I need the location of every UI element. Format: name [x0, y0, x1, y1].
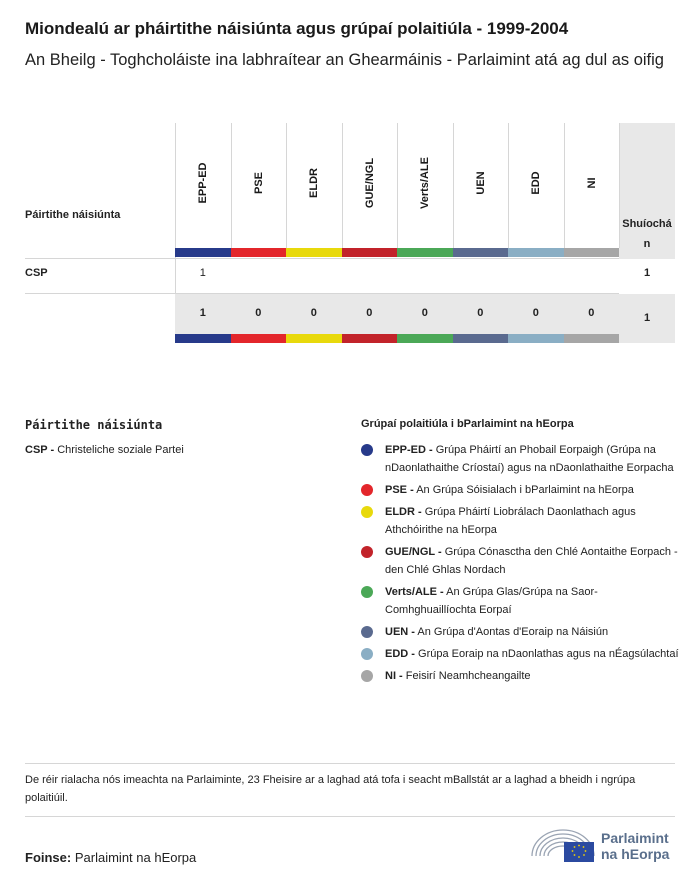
group-code-label: UEN	[474, 171, 487, 195]
group-color-bar	[397, 248, 453, 257]
color-dot-icon	[361, 626, 373, 638]
group-legend-name: Grúpa Cónasctha den Chlé Aontaithe Eorpach - den Chlé Ghlas Nordach	[385, 546, 678, 576]
european-parliament-logo	[530, 826, 680, 866]
row-party-label: CSP	[25, 267, 48, 279]
national-legend-title: Páirtithe náisiúnta	[25, 418, 163, 432]
group-color-bar	[342, 248, 398, 257]
group-legend-item	[361, 623, 681, 641]
group-color-bar	[286, 248, 342, 257]
group-color-bar	[175, 334, 231, 343]
grand-total-cell: 1	[619, 294, 675, 343]
color-dot-icon	[361, 670, 373, 682]
group-legend-item	[361, 667, 681, 685]
color-dot-icon	[361, 546, 373, 558]
group-color-bar	[453, 334, 509, 343]
group-code-label: EPP-ED	[197, 162, 210, 204]
group-legend-name: Grúpa Pháirtí an Phobail Eorpaigh (Grúpa na nDaonlathaithe Críostaí) agus na nDaonlathaithe Eorpacha	[385, 444, 674, 474]
group-legend-item	[361, 481, 681, 499]
source-label: Foinse:	[25, 850, 72, 865]
group-legend-name: Grúpa Eoraip na nDaonlathas agus na nÉagsúlachtaí	[418, 648, 679, 660]
note-divider-top	[25, 763, 675, 764]
group-legend-code: PSE -	[385, 484, 414, 496]
group-color-bar	[453, 248, 509, 257]
seat-table	[25, 123, 675, 345]
sum-cell: 1	[199, 307, 206, 319]
seat-cell: 1	[199, 267, 206, 279]
group-color-bar	[342, 334, 398, 343]
group-color-bar	[564, 334, 620, 343]
color-dot-icon	[361, 506, 373, 518]
group-legend-item	[361, 543, 681, 579]
group-color-bar	[564, 248, 620, 257]
page-title: Miondealú ar pháirtithe náisiúnta agus grúpaí polaitiúla - 1999-2004	[25, 19, 569, 38]
group-legend-name: An Grúpa Glas/Grúpa na Saor-Comhghuaillíochta Eorpaí	[385, 586, 598, 616]
sum-cell: 0	[255, 307, 262, 319]
rules-note: De réir rialacha nós imeachta na Parlaiminte, 23 Fheisire ar a laghad atá tofa i seacht mBallstát ar a laghad a bheidh i ngrúpa polaitiúil.	[25, 774, 636, 804]
group-code-label: ELDR	[308, 168, 321, 198]
source-value: Parlaimint na hEorpa	[74, 850, 197, 865]
sum-cell: 0	[421, 307, 428, 319]
group-legend-code: GUE/NGL -	[385, 546, 442, 558]
national-legend-item	[25, 444, 184, 456]
column-header	[231, 123, 287, 248]
header-divider	[25, 258, 619, 259]
group-color-bar	[286, 334, 342, 343]
group-legend-list	[361, 441, 681, 689]
group-color-bar	[231, 334, 287, 343]
note-divider-bottom	[25, 816, 675, 817]
group-color-bar	[508, 248, 564, 257]
group-code-label: PSE	[252, 171, 265, 195]
group-legend-item	[361, 583, 681, 619]
group-legend-item	[361, 441, 681, 477]
logo-line-2: na hEorpa	[601, 846, 670, 862]
color-dot-icon	[361, 648, 373, 660]
color-dot-icon	[361, 444, 373, 456]
column-header	[564, 123, 620, 248]
sum-cell: 0	[588, 307, 595, 319]
column-divider	[619, 123, 620, 248]
group-code-label: GUE/NGL	[363, 157, 376, 209]
total-column-header	[619, 123, 675, 259]
sum-cell: 0	[310, 307, 317, 319]
color-dot-icon	[361, 484, 373, 496]
total-header-label: Shuíochán	[622, 218, 672, 250]
group-legend-code: Verts/ALE -	[385, 586, 444, 598]
group-legend-title: Grúpaí polaitiúla i bParlaimint na hEorpa	[361, 418, 574, 430]
group-code-label: Verts/ALE	[419, 157, 432, 209]
group-color-bar	[508, 334, 564, 343]
sum-cell: 0	[477, 307, 484, 319]
column-header	[508, 123, 564, 248]
group-legend-code: UEN -	[385, 626, 415, 638]
logo-wordmark	[601, 830, 669, 862]
source-line	[25, 850, 196, 865]
page-subtitle: An Bheilg - Toghcholáiste ina labhraítear an Ghearmáinis - Parlaimint atá ag dul as oifig	[25, 51, 664, 69]
column-header	[453, 123, 509, 248]
color-dot-icon	[361, 586, 373, 598]
national-legend-code: CSP -	[25, 444, 55, 456]
column-header	[175, 123, 231, 248]
group-legend-item	[361, 645, 681, 663]
group-legend-code: ELDR -	[385, 506, 422, 518]
group-color-bar	[175, 248, 231, 257]
group-color-bar	[397, 334, 453, 343]
group-legend-code: NI -	[385, 670, 403, 682]
column-header	[342, 123, 398, 248]
group-legend-code: EPP-ED -	[385, 444, 433, 456]
hemicycle-icon	[530, 826, 596, 866]
group-legend-item	[361, 503, 681, 539]
logo-line-1: Parlaimint	[601, 830, 669, 846]
sum-cell: 0	[532, 307, 539, 319]
row-total-cell: 1	[643, 267, 651, 279]
group-legend-name: An Grúpa Sóisialach i bParlaimint na hEorpa	[416, 484, 634, 496]
group-code-label: EDD	[530, 171, 543, 195]
sum-cell: 0	[366, 307, 373, 319]
group-legend-name: Grúpa Pháirtí Liobrálach Daonlathach agus Athchóirithe na hEorpa	[385, 506, 636, 536]
group-legend-name: An Grúpa d'Aontas d'Eoraip na Náisiún	[417, 626, 609, 638]
party-column-header: Páirtithe náisiúnta	[25, 209, 121, 221]
column-divider	[175, 257, 176, 294]
group-legend-code: EDD -	[385, 648, 415, 660]
column-header	[397, 123, 453, 248]
group-legend-name: Feisirí Neamhcheangailte	[405, 670, 531, 682]
national-legend-name: Christeliche soziale Partei	[57, 444, 184, 456]
group-color-bar	[231, 248, 287, 257]
group-code-label: NI	[585, 177, 598, 189]
column-header	[286, 123, 342, 248]
